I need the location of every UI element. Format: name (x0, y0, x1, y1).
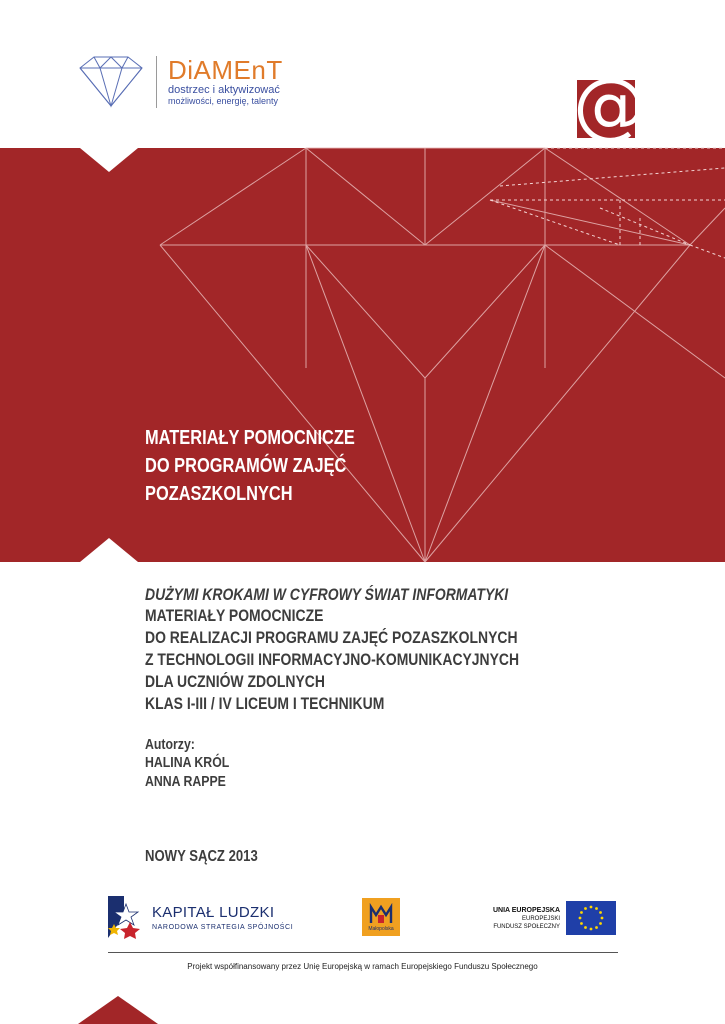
funding-note: Projekt współfinansowany przez Unię Europejską w ramach Europejskiego Funduszu Społecznego (187, 962, 538, 971)
cover-title-line-3: POZASZKOLNYCH (145, 483, 293, 505)
kapital-ludzki-name: KAPITAŁ LUDZKI (152, 904, 275, 921)
description-line-3: Z TECHNOLOGII INFORMACYJNO-KOMUNIKACYJNYCH (145, 650, 520, 669)
eu-star-icon (590, 928, 593, 931)
authors-label: Autorzy: (145, 736, 195, 753)
eu-star-icon (579, 917, 582, 920)
description-line-2: DO REALIZACJI PROGRAMU ZAJĘĆ POZASZKOLNYCH (145, 628, 518, 647)
eu-star-icon (595, 907, 598, 910)
diament-gem-icon (78, 54, 144, 108)
description-line-5: KLAS I-III / IV LICEUM I TECHNIKUM (145, 694, 385, 713)
cover-title-line-1: MATERIAŁY POMOCNICZE (145, 427, 355, 449)
eu-star-icon (601, 917, 604, 920)
diamond-line-art (0, 148, 725, 562)
eu-stars-icon (566, 901, 616, 935)
description-line-1: MATERIAŁY POMOCNICZE (145, 606, 324, 625)
eu-fund-label: FUNDUSZ SPOŁECZNY (493, 924, 560, 930)
eu-star-icon (584, 907, 587, 910)
malopolska-crest-icon (369, 903, 393, 925)
eu-star-icon (580, 922, 583, 925)
eu-star-icon (590, 906, 593, 909)
logo-name: DiAMEnT (168, 55, 283, 85)
eu-label: UNIA EUROPEJSKA (492, 907, 560, 914)
malopolska-logo (362, 898, 400, 936)
eu-star-icon (580, 911, 583, 914)
eu-star-icon (599, 922, 602, 925)
series-title: DUŻYMI KROKAMI W CYFROWY ŚWIAT INFORMATYKI (145, 585, 509, 604)
eu-star-icon (584, 926, 587, 929)
corner-triangle (78, 996, 158, 1024)
logo-tagline-sub: możliwości, energię, talenty (168, 96, 279, 106)
at-sign-icon: @ (573, 62, 647, 148)
place-and-year: NOWY SĄCZ 2013 (145, 848, 258, 865)
malopolska-label: Małopolska (368, 926, 394, 932)
eu-fund-label: EUROPEJSKI (521, 916, 560, 922)
cover-title-line-2: DO PROGRAMÓW ZAJĘĆ (145, 455, 347, 477)
at-sign-badge (573, 62, 647, 148)
author-name: HALINA KRÓL (145, 754, 230, 771)
eu-flag (566, 901, 616, 935)
footer-divider (108, 952, 618, 953)
band-notch-bottom (80, 538, 138, 562)
band-notch-top (80, 148, 138, 172)
kapital-ludzki-star-icon (106, 894, 146, 940)
eu-star-icon (595, 926, 598, 929)
logo-divider (156, 56, 157, 108)
logo-tagline: dostrzec i aktywizować (168, 84, 280, 96)
eu-star-icon (599, 911, 602, 914)
author-name: ANNA RAPPE (145, 773, 226, 790)
description-line-4: DLA UCZNIÓW ZDOLNYCH (145, 672, 325, 691)
kapital-ludzki-subtitle: NARODOWA STRATEGIA SPÓJNOŚCI (152, 924, 294, 931)
